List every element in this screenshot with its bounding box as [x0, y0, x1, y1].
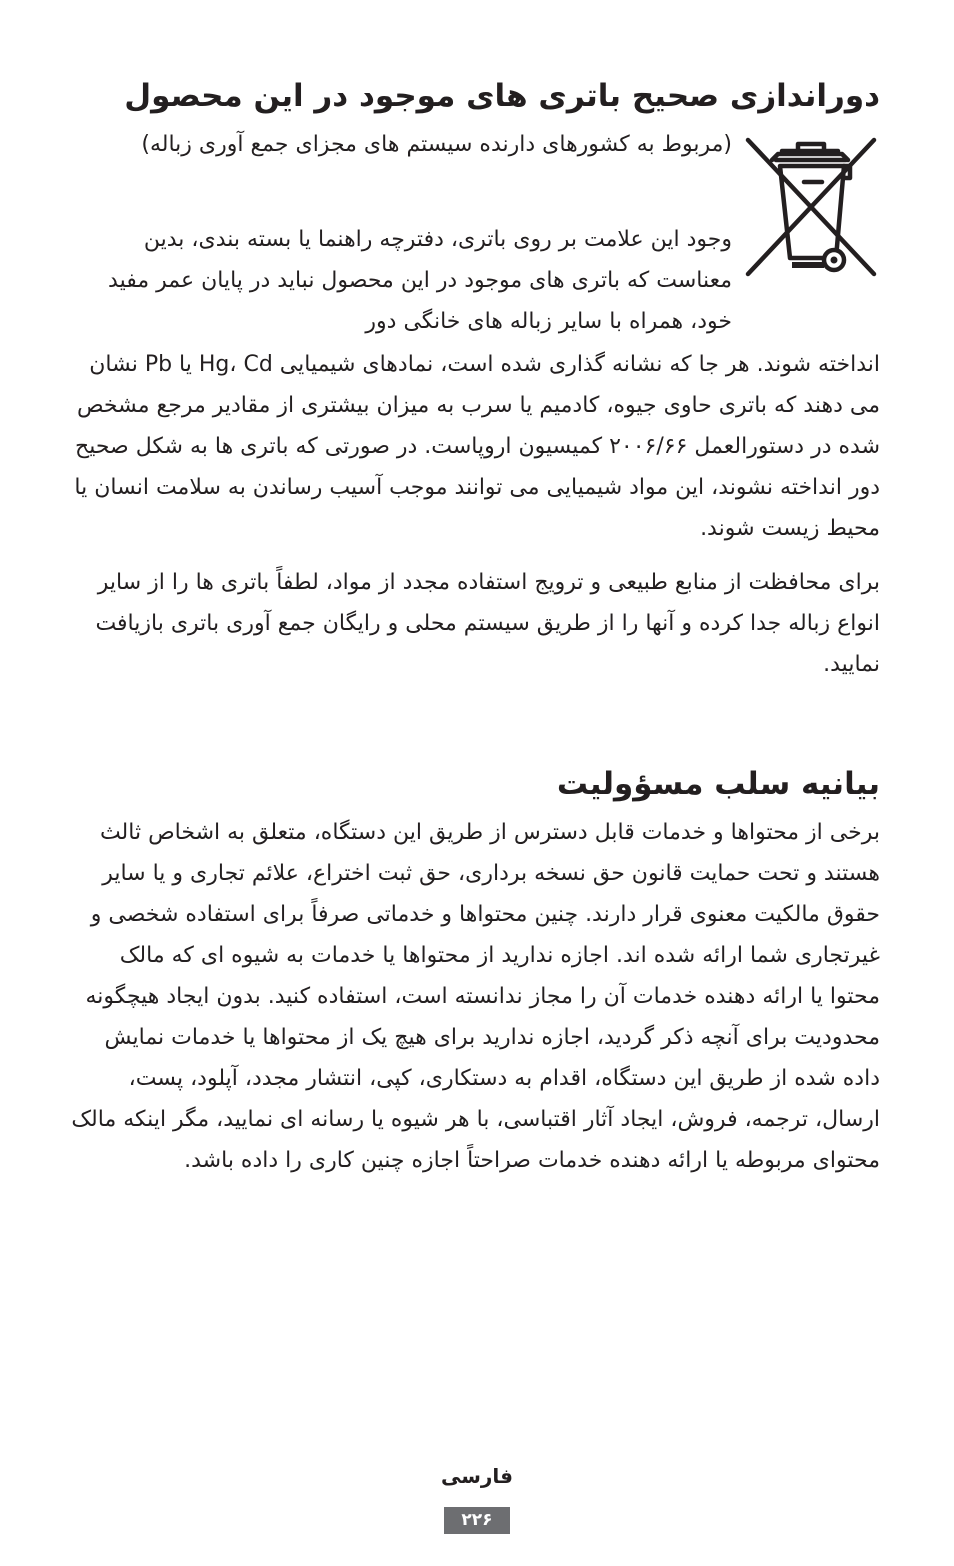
battery-paragraph-1-start: وجود این علامت بر روی باتری، دفترچه راهنما یا بسته بندی، بدین معناست که باتری های موجود در این محصول نباید در پایان عمر مفید خود، همراه با سایر زباله های خانگی دور: [108, 227, 732, 334]
disclaimer-paragraph: برخی از محتواها و خدمات قابل دسترس از طریق این دستگاه، متعلق به اشخاص ثالث هستند و تحت حمایت قانون حق نسخه برداری، حق ثبت اختراع، علائم تجاری و یا سایر حقوق مالکیت معنوی قرار دارند. چنین محتواها و خدماتی صرفاً برای استفاده شخصی و غیرتجاری شما ارائه شده اند. اجازه ندارید از محتواها یا خدمات به شیوه ای که مالک محتوا یا ارائه دهنده خدمات آن را مجاز ندانسته است، استفاده کنید. بدون ایجاد هیچگونه محدودیت برای آنچه ذکر گردید، اجازه ندارید برای هیچ یک از محتواها یا خدمات نمایش داده شده از طریق این دستگاه، اقدام به دستکاری، کپی، انتشار مجدد، آپلود، پست، ارسال، ترجمه، فروش، ایجاد آثار اقتباسی، با هر شیوه یا رسانه ای نمایید، مگر اینکه مالک محتوای مربوطه یا ارائه دهنده خدمات صراحتاً اجازه چنین کاری را داده باشد.: [71, 820, 880, 1173]
battery-paragraph-1-end: انداخته شوند. هر جا که نشانه گذاری شده است، نمادهای شیمیایی Hg، Cd یا Pb نشان می دهند که باتری حاوی جیوه، کادمیم یا سرب به میزان بیشتری از مقادیر مرجع مشخص شده در دستورالعمل ۲۰۰۶/۶۶ کمیسیون اروپاست. در صورتی که باتری ها به شکل صحیح دور انداخته نشوند، این مواد شیمیایی می توانند موجب آسیب رساندن به سلامت انسان یا محیط زیست شوند.: [74, 352, 880, 541]
collection-system-note: (مربوط به کشورهای دارنده سیستم های مجزای جمع آوری زباله): [141, 132, 732, 157]
disclaimer-title: بیانیه سلب مسؤولیت: [556, 766, 880, 802]
footer-language: فارسی: [440, 1464, 514, 1488]
battery-paragraph-2: برای محافظت از منابع طبیعی و ترویج استفاده مجدد از مواد، لطفاً باتری ها را از سایر انواع زباله جدا کرده و آنها را از طریق سیستم محلی و رایگان جمع آوری باتری بازیافت نمایید.: [95, 570, 880, 677]
crossed-out-wheelie-bin-icon: [742, 132, 878, 282]
battery-disposal-title: دوراندازی صحیح باتری های موجود در این محصول: [124, 78, 880, 114]
page-number: ۲۲۶: [444, 1507, 510, 1534]
